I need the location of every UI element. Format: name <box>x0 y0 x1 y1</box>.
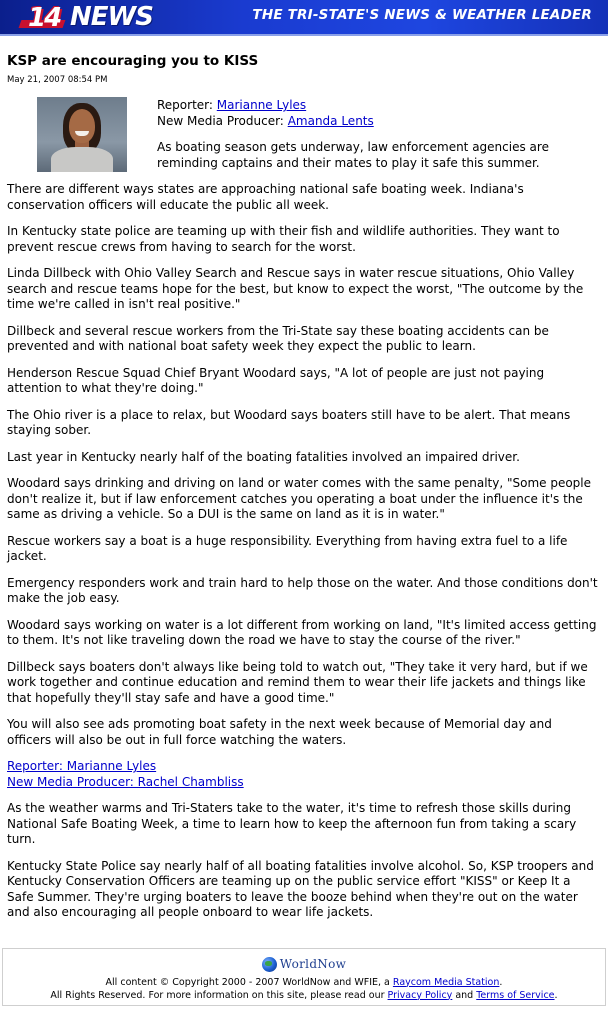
article-title: KSP are encouraging you to KISS <box>7 53 259 69</box>
paragraph: There are different ways states are approaching national safe boating week. Indiana's conservation officers will educate the public all week. <box>7 182 524 212</box>
header-banner <box>0 0 608 34</box>
paragraph: Kentucky State Police say nearly half of all boating fatalities involve alcohol. So, KSP troopers and Kentucky Conservation Officers are teaming up on the public service effort "KISS" or Keep It a Safe Summer. They're urging boaters to leave the booze behind when they're out on the water and also encouraging all people onboard to wear life jackets. <box>7 858 594 919</box>
paragraph: Woodard says working on water is a lot different from working on land, "It's limited access getting to them. It's not like traveling down the road we have to stay the course of the river." <box>7 617 597 647</box>
globe-icon <box>262 957 277 972</box>
banner-divider <box>0 34 608 36</box>
paragraph: You will also see ads promoting boat safety in the next week because of Memorial day and officers will also be out in full force watching the waters. <box>7 717 552 747</box>
page-footer <box>2 948 606 1006</box>
privacy-policy-link[interactable]: Privacy Policy <box>387 989 453 1001</box>
terms-of-service-link[interactable]: Terms of Service <box>476 989 555 1001</box>
producer-link[interactable]: Amanda Lents <box>287 113 374 128</box>
article-credits <box>157 98 374 129</box>
paragraph: Woodard says drinking and driving on land or water comes with the same penalty, "Some people don't realize it, but if law enforcement catches you operating a boat under the influence it's the same as driving a vehicle. So a DUI is the same on land as it is in water." <box>7 476 592 521</box>
paragraph: In Kentucky state police are teaming up with their fish and wildlife authorities. They want to prevent rescue crews from having to search for the worst. <box>7 224 560 254</box>
raycom-link[interactable]: Raycom Media Station <box>392 976 500 988</box>
article-date: May 21, 2007 08:54 PM <box>7 75 108 85</box>
producer-line <box>157 114 374 130</box>
paragraph: Emergency responders work and train hard to help those on the water. And those conditions don't make the job easy. <box>7 575 598 605</box>
station-logo[interactable] <box>20 2 190 32</box>
logo-text: NEWS <box>70 2 153 32</box>
second-reporter-link[interactable]: Reporter: Marianne Lyles <box>7 759 157 773</box>
reporter-line <box>157 98 374 114</box>
worldnow-logo[interactable] <box>262 955 346 973</box>
paragraph: The Ohio river is a place to relax, but Woodard says boaters still have to be alert. That means staying sober. <box>7 407 571 437</box>
producer-label: New Media Producer: <box>157 113 284 128</box>
reporter-label: Reporter: <box>157 98 213 112</box>
rights-line: All Rights Reserved. For more information on this site, please read our Privacy Policy and Terms of Service. <box>50 989 558 1001</box>
reporter-photo <box>37 97 127 172</box>
paragraph: Linda Dillbeck with Ohio Valley Search and Rescue says in water rescue situations, Ohio Valley search and rescue teams hope for the best, but know to expect the worst, "The outcome by the time we're called in isn't real positive." <box>7 266 584 311</box>
copyright-line: All content © Copyright 2000 - 2007 WorldNow and WFIE, a Raycom Media Station. <box>105 976 503 988</box>
paragraph: Rescue workers say a boat is a huge responsibility. Everything from having extra fuel to a life jacket. <box>7 533 568 563</box>
article-body <box>7 182 599 932</box>
paragraph: Dillbeck and several rescue workers from the Tri-State say these boating accidents can be prevented and with national boat safety week they expect the public to learn. <box>7 323 549 353</box>
worldnow-brand: WorldNow <box>279 956 347 971</box>
logo-number: 14 <box>28 3 61 33</box>
second-producer-link[interactable]: New Media Producer: Rachel Chambliss <box>7 774 244 789</box>
article-lead: As boating season gets underway, law enforcement agencies are reminding captains and their mates to play it safe this summer. <box>157 140 549 170</box>
reporter-link[interactable]: Marianne Lyles <box>216 98 307 112</box>
paragraph: Dillbeck says boaters don't always like being told to watch out, "They take it very hard, but if we work together and continue education and remind them to wear their life jackets and things like that hopefully they'll stay safe and have a good time." <box>7 659 588 705</box>
paragraph: Last year in Kentucky nearly half of the boating fatalities involved an impaired driver. <box>7 449 520 464</box>
header-tagline: THE TRI-STATE'S NEWS & WEATHER LEADER <box>252 7 592 23</box>
paragraph: As the weather warms and Tri-Staters take to the water, it's time to refresh those skills during National Safe Boating Week, a time to learn how to keep the afternoon fun from taking a scary turn. <box>7 801 577 846</box>
paragraph: Henderson Rescue Squad Chief Bryant Woodard says, "A lot of people are just not paying attention to what they're doing." <box>7 365 545 395</box>
second-credits <box>7 759 599 790</box>
